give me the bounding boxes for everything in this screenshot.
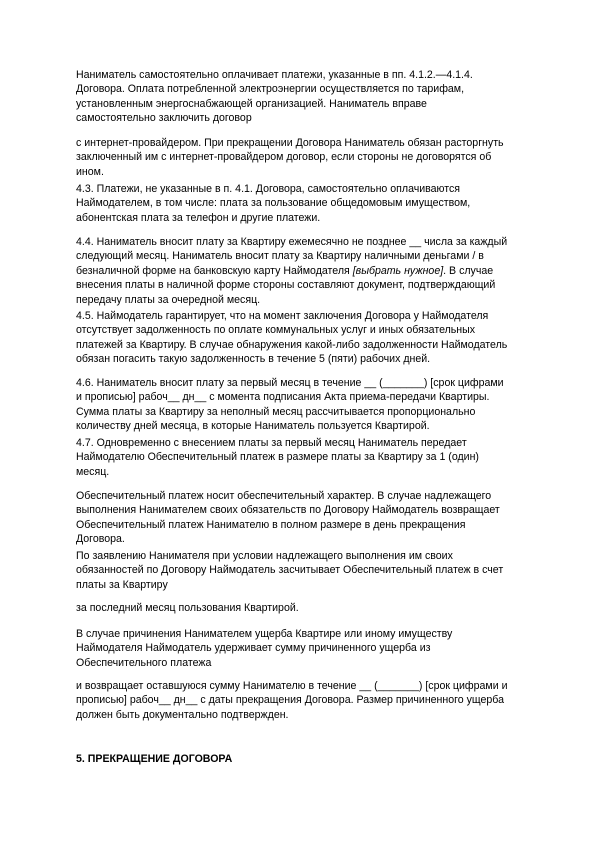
text-line: следующий месяц. Наниматель вносит плату за Квартиру наличными деньгами / в [76,250,484,263]
text-line: установленным энергоснабжающей организацией. Наниматель вправе [76,97,427,110]
text-line: 4.7. Одновременно с внесением платы за первый месяц Наниматель передает [76,437,467,449]
text-line: платежей за Квартиру. В случае обнаружения какой-либо задолженности Наймодатель [76,338,508,351]
text-line: Наймодателем, в том числе: плата за пользование общедомовым имуществом, [76,197,471,210]
text-line: и прописью] рабоч__ дн__ с момента подписания Акта приема-передачи Квартиры. [76,391,490,404]
paragraph-4-3 [76,182,536,225]
text-line: По заявлению Нанимателя при условии надлежащего выполнения им своих [76,550,453,562]
paragraph-4-4 [76,235,536,307]
text-line: Обеспечительный платеж носит обеспечительный характер. В случае надлежащего [76,490,492,502]
text-line: и возвращает оставшуюся сумму Нанимателю в течение __ (_______) [срок цифрами и [76,680,508,692]
text-line: выполнения Нанимателем своих обязательств по Договору Наймодатель возвращает [76,504,500,517]
text-line: месяц. [76,465,110,478]
paragraph-refund [76,679,536,722]
text-line: абонентская плата за телефон и другие платежи. [76,211,321,224]
text-line: В случае причинения Нанимателем ущерба Квартире или иному имуществу [76,628,453,640]
text-line: Обеспечительный платеж Нанимателю в полном размере в день прекращения [76,518,466,531]
text-line: с интернет-провайдером. При прекращении Договора Наниматель обязан расторгнуть [76,137,504,149]
text-line: 4.5. Наймодатель гарантирует, что на момент заключения Договора у Наймодателя [76,310,489,322]
paragraph-4-2-payments [76,68,536,126]
text-line: количеству дней месяца, в которые Наниматель пользуется Квартирой. [76,420,430,433]
paragraph-4-5 [76,309,536,367]
paragraph-damage [76,627,536,670]
paragraph-security-deposit [76,489,536,547]
text-line: Наймодателю Обеспечительный платеж в размере платы за Квартиру за 1 (один) [76,451,479,464]
text-line: самостоятельно заключить договор [76,112,252,125]
text-line: отсутствует задолженность по оплате коммунальных услуг и иных обязательных [76,324,476,337]
text-line: обязан погасить такую задолженность в течение 5 (пяти) рабочих дней. [76,353,431,366]
text-line: обязанностей по Договору Наймодатель засчитывает Обеспечительный платеж в счет [76,564,504,577]
text-line: 4.6. Наниматель вносит плату за первый месяц в течение __ (_______) [срок цифрами [76,377,504,389]
paragraph-internet-provider [76,136,536,179]
paragraph-deposit-offset [76,549,536,592]
text-line: 4.4. Наниматель вносит плату за Квартиру ежемесячно не позднее __ числа за каждый [76,236,508,248]
text-line: передачу платы за очередной месяц. [76,293,261,306]
paragraph-4-6 [76,376,536,434]
section-heading: 5. ПРЕКРАЩЕНИЕ ДОГОВОРА [76,753,233,765]
text-line: Сумма платы за Квартиру за неполный месяц рассчитывается пропорционально [76,405,476,418]
text-line: Договора. Оплата потребленной электроэнергии осуществляется по тарифам, [76,83,465,96]
text-line: 4.3. Платежи, не указанные в п. 4.1. Договора, самостоятельно оплачиваются [76,183,461,195]
text-line: Наймодателя Наймодатель удерживает сумму причиненного ущерба из [76,642,431,655]
text-line: Наниматель самостоятельно оплачивает платежи, указанные в пп. 4.1.2.—4.1.4. [76,69,473,81]
text-line: за последний месяц пользования Квартирой. [76,602,299,614]
text-line: заключенный им с интернет-провайдером договор, если стороны не договорятся об [76,151,492,164]
text-line: внесения платы в наличной форме стороны составляют документ, подтверждающий [76,279,496,292]
text-line: платы за Квартиру [76,578,168,591]
paragraph-last-month [76,601,536,615]
text-line [76,264,536,278]
text-line: Договора. [76,533,125,546]
paragraph-4-7 [76,436,536,479]
text-line: Обеспечительного платежа [76,656,212,669]
text-line: должен быть документально подтвержден. [76,708,289,721]
text-line: прописью] рабоч__ дн__ с даты прекращения Договора. Размер причиненного ущерба [76,694,505,707]
text-line: ином. [76,165,104,178]
placeholder-choice: [выбрать нужное] [352,264,444,277]
text-fragment: безналичной форме на банковскую карту Наймодателя [76,264,350,277]
text-fragment: . В случае [443,264,494,277]
